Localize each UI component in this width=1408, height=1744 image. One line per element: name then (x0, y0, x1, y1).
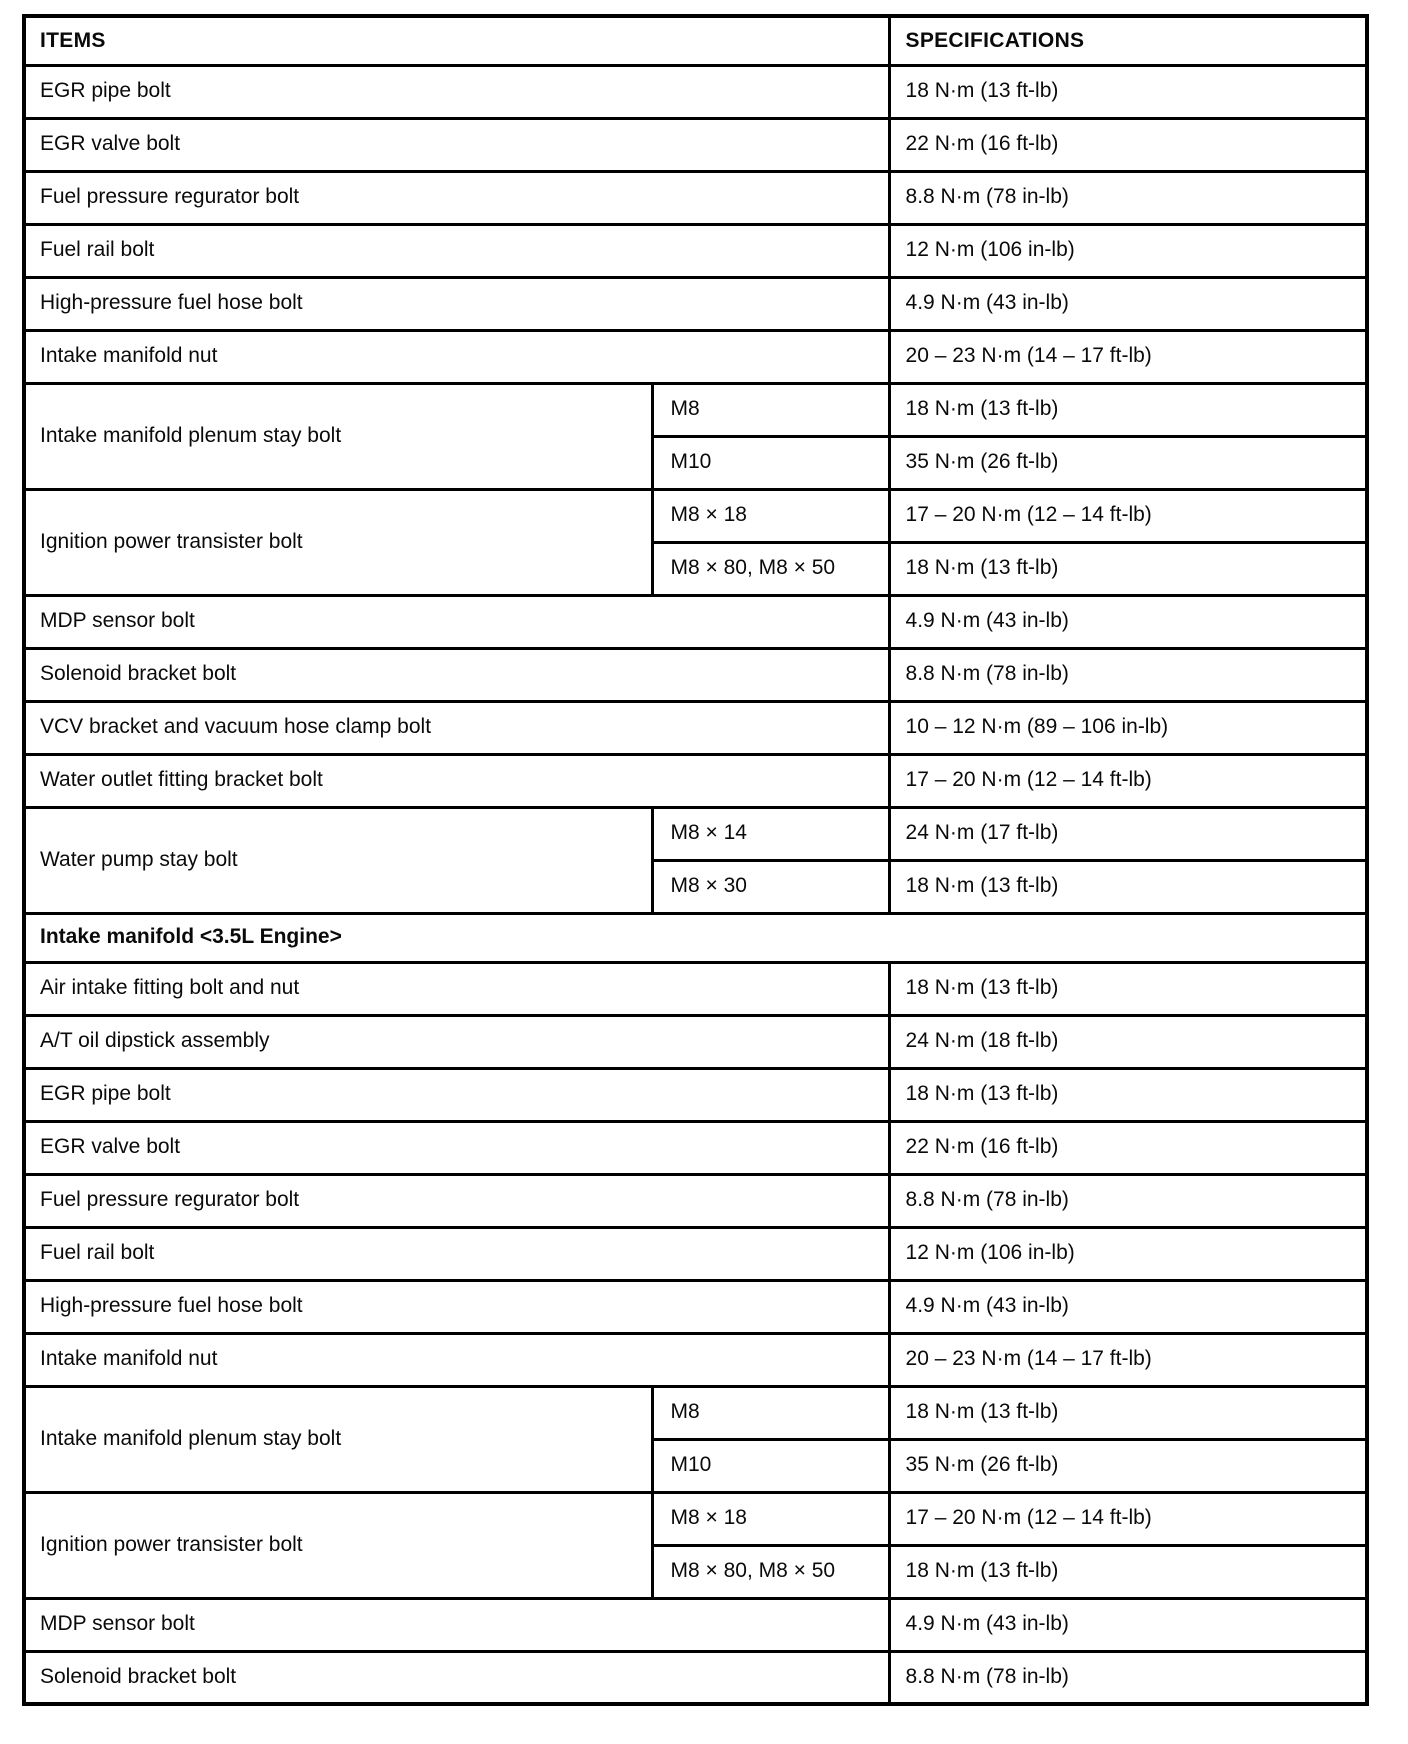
table-row (24, 1174, 1367, 1227)
spec-cell: 18 N·m (13 ft-lb) (889, 65, 1367, 118)
item-cell: Intake manifold plenum stay bolt (24, 383, 652, 489)
table-row (24, 962, 1367, 1015)
spec-cell: 18 N·m (13 ft-lb) (889, 542, 1367, 595)
spec-cell: 8.8 N·m (78 in-lb) (889, 648, 1367, 701)
table-row (24, 1121, 1367, 1174)
spec-cell: 18 N·m (13 ft-lb) (889, 1386, 1367, 1439)
item-cell: Water outlet fitting bracket bolt (24, 754, 889, 807)
item-cell: Intake manifold plenum stay bolt (24, 1386, 652, 1492)
spec-cell: 24 N·m (18 ft-lb) (889, 1015, 1367, 1068)
item-cell: Intake manifold nut (24, 1333, 889, 1386)
item-cell: MDP sensor bolt (24, 1598, 889, 1651)
spec-cell: 24 N·m (17 ft-lb) (889, 807, 1367, 860)
spec-cell: 18 N·m (13 ft-lb) (889, 962, 1367, 1015)
item-cell: High-pressure fuel hose bolt (24, 1280, 889, 1333)
table-row (24, 807, 1367, 860)
table-row (24, 1651, 1367, 1704)
spec-cell: 17 – 20 N·m (12 – 14 ft-lb) (889, 489, 1367, 542)
item-cell: Water pump stay bolt (24, 807, 652, 913)
table-row (24, 1068, 1367, 1121)
size-cell: M8 (652, 383, 889, 436)
item-cell: EGR valve bolt (24, 1121, 889, 1174)
spec-cell: 35 N·m (26 ft-lb) (889, 436, 1367, 489)
spec-cell: 8.8 N·m (78 in-lb) (889, 171, 1367, 224)
size-cell: M8 × 18 (652, 489, 889, 542)
spec-cell: 4.9 N·m (43 in-lb) (889, 1598, 1367, 1651)
spec-cell: 35 N·m (26 ft-lb) (889, 1439, 1367, 1492)
size-cell: M8 × 18 (652, 1492, 889, 1545)
spec-cell: 17 – 20 N·m (12 – 14 ft-lb) (889, 1492, 1367, 1545)
item-cell: Fuel pressure regurator bolt (24, 171, 889, 224)
table-row (24, 65, 1367, 118)
spec-cell: 18 N·m (13 ft-lb) (889, 1545, 1367, 1598)
spec-cell: 20 – 23 N·m (14 – 17 ft-lb) (889, 330, 1367, 383)
table-row (24, 754, 1367, 807)
table-row (24, 1492, 1367, 1545)
item-cell: Ignition power transister bolt (24, 489, 652, 595)
size-cell: M10 (652, 436, 889, 489)
table-row (24, 1598, 1367, 1651)
spec-cell: 18 N·m (13 ft-lb) (889, 383, 1367, 436)
item-cell: MDP sensor bolt (24, 595, 889, 648)
item-cell: EGR valve bolt (24, 118, 889, 171)
table-row (24, 1386, 1367, 1439)
spec-cell: 4.9 N·m (43 in-lb) (889, 277, 1367, 330)
table-row (24, 1015, 1367, 1068)
spec-cell: 8.8 N·m (78 in-lb) (889, 1174, 1367, 1227)
item-cell: Ignition power transister bolt (24, 1492, 652, 1598)
size-cell: M8 × 80, M8 × 50 (652, 1545, 889, 1598)
table-row (24, 224, 1367, 277)
spec-cell: 12 N·m (106 in-lb) (889, 224, 1367, 277)
spec-cell: 22 N·m (16 ft-lb) (889, 118, 1367, 171)
item-cell: Solenoid bracket bolt (24, 648, 889, 701)
spec-cell: 20 – 23 N·m (14 – 17 ft-lb) (889, 1333, 1367, 1386)
item-cell: Fuel rail bolt (24, 224, 889, 277)
spec-cell: 8.8 N·m (78 in-lb) (889, 1651, 1367, 1704)
item-cell: High-pressure fuel hose bolt (24, 277, 889, 330)
item-cell: Fuel rail bolt (24, 1227, 889, 1280)
spec-cell: 18 N·m (13 ft-lb) (889, 1068, 1367, 1121)
size-cell: M8 × 14 (652, 807, 889, 860)
table-row (24, 330, 1367, 383)
items-column-header: ITEMS (24, 16, 889, 65)
item-cell: Solenoid bracket bolt (24, 1651, 889, 1704)
table-row (24, 1227, 1367, 1280)
table-row (24, 118, 1367, 171)
table-row (24, 383, 1367, 436)
spec-cell: 17 – 20 N·m (12 – 14 ft-lb) (889, 754, 1367, 807)
table-row (24, 701, 1367, 754)
item-cell: VCV bracket and vacuum hose clamp bolt (24, 701, 889, 754)
size-cell: M10 (652, 1439, 889, 1492)
spec-cell: 4.9 N·m (43 in-lb) (889, 1280, 1367, 1333)
size-cell: M8 × 80, M8 × 50 (652, 542, 889, 595)
item-cell: EGR pipe bolt (24, 65, 889, 118)
spec-cell: 18 N·m (13 ft-lb) (889, 860, 1367, 913)
item-cell: EGR pipe bolt (24, 1068, 889, 1121)
section-header-row (24, 913, 1367, 962)
item-cell: Intake manifold nut (24, 330, 889, 383)
spec-cell: 22 N·m (16 ft-lb) (889, 1121, 1367, 1174)
item-cell: Air intake fitting bolt and nut (24, 962, 889, 1015)
spec-cell: 10 – 12 N·m (89 – 106 in-lb) (889, 701, 1367, 754)
torque-spec-table (22, 14, 1369, 1706)
table-row (24, 277, 1367, 330)
table-row (24, 171, 1367, 224)
section-header-cell: Intake manifold <3.5L Engine> (24, 913, 1367, 962)
size-cell: M8 × 30 (652, 860, 889, 913)
item-cell: A/T oil dipstick assembly (24, 1015, 889, 1068)
table-row (24, 648, 1367, 701)
specifications-column-header: SPECIFICATIONS (889, 16, 1367, 65)
table-row (24, 489, 1367, 542)
spec-cell: 12 N·m (106 in-lb) (889, 1227, 1367, 1280)
item-cell: Fuel pressure regurator bolt (24, 1174, 889, 1227)
spec-cell: 4.9 N·m (43 in-lb) (889, 595, 1367, 648)
table-header-row (24, 16, 1367, 65)
table-row (24, 595, 1367, 648)
size-cell: M8 (652, 1386, 889, 1439)
table-row (24, 1333, 1367, 1386)
table-row (24, 1280, 1367, 1333)
